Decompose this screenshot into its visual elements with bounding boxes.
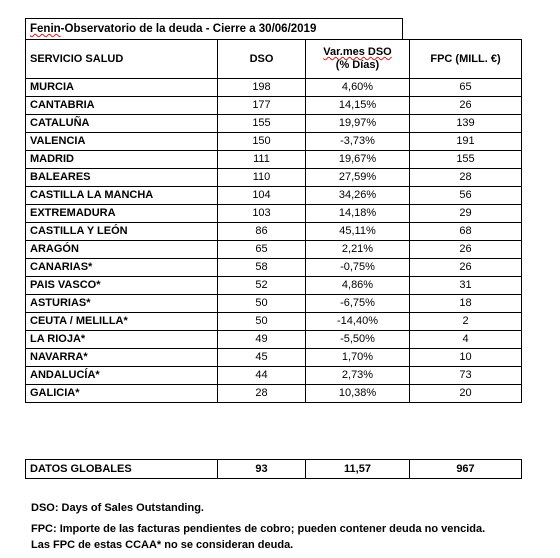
row-dso: 177 bbox=[218, 97, 306, 115]
row-fpc: 26 bbox=[410, 97, 522, 115]
row-fpc: 31 bbox=[410, 277, 522, 295]
row-fpc: 68 bbox=[410, 223, 522, 241]
row-var: -0,75% bbox=[306, 259, 410, 277]
row-var: -6,75% bbox=[306, 295, 410, 313]
row-dso: 150 bbox=[218, 133, 306, 151]
header-fpc: FPC (MILL. €) bbox=[410, 40, 522, 79]
row-dso: 155 bbox=[218, 115, 306, 133]
header-dso: DSO bbox=[218, 40, 306, 79]
totals-row bbox=[26, 460, 522, 479]
row-name: CASTILLA Y LEÓN bbox=[26, 223, 218, 241]
row-dso: 50 bbox=[218, 295, 306, 313]
row-fpc: 4 bbox=[410, 331, 522, 349]
table-row bbox=[26, 331, 522, 349]
row-name: MADRID bbox=[26, 151, 218, 169]
row-var: 34,26% bbox=[306, 187, 410, 205]
row-var: 19,97% bbox=[306, 115, 410, 133]
table-row bbox=[26, 151, 522, 169]
row-name: VALENCIA bbox=[26, 133, 218, 151]
row-dso: 104 bbox=[218, 187, 306, 205]
row-var: 1,70% bbox=[306, 349, 410, 367]
row-name: CANARIAS* bbox=[26, 259, 218, 277]
note-ccaa: Las FPC de estas CCAA* no se consideran deuda. bbox=[31, 539, 294, 551]
row-var: 10,38% bbox=[306, 385, 410, 403]
row-var: 4,86% bbox=[306, 277, 410, 295]
row-fpc: 155 bbox=[410, 151, 522, 169]
row-name: ASTURIAS* bbox=[26, 295, 218, 313]
header-service: SERVICIO SALUD bbox=[26, 40, 218, 79]
table-row bbox=[26, 349, 522, 367]
row-fpc: 20 bbox=[410, 385, 522, 403]
row-var: 14,15% bbox=[306, 97, 410, 115]
header-var-line1: Var.mes DSO bbox=[323, 46, 392, 58]
row-fpc: 65 bbox=[410, 79, 522, 97]
table-row bbox=[26, 277, 522, 295]
title-prefix: Fenin bbox=[30, 23, 61, 35]
table-row bbox=[26, 313, 522, 331]
totals-label: DATOS GLOBALES bbox=[26, 460, 218, 479]
row-fpc: 29 bbox=[410, 205, 522, 223]
table-row bbox=[26, 79, 522, 97]
row-fpc: 10 bbox=[410, 349, 522, 367]
header-row bbox=[26, 40, 522, 79]
row-name: MURCIA bbox=[26, 79, 218, 97]
row-fpc: 73 bbox=[410, 367, 522, 385]
row-var: 45,11% bbox=[306, 223, 410, 241]
table-row bbox=[26, 259, 522, 277]
row-var: -5,50% bbox=[306, 331, 410, 349]
row-fpc: 2 bbox=[410, 313, 522, 331]
row-dso: 198 bbox=[218, 79, 306, 97]
row-dso: 45 bbox=[218, 349, 306, 367]
row-var: 19,67% bbox=[306, 151, 410, 169]
row-dso: 111 bbox=[218, 151, 306, 169]
row-name: LA RIOJA* bbox=[26, 331, 218, 349]
totals-table bbox=[25, 459, 522, 479]
row-name: CANTABRIA bbox=[26, 97, 218, 115]
row-var: 2,73% bbox=[306, 367, 410, 385]
table-body bbox=[26, 79, 522, 403]
table-row bbox=[26, 187, 522, 205]
table-row bbox=[26, 295, 522, 313]
row-name: CASTILLA LA MANCHA bbox=[26, 187, 218, 205]
header-var-line2: (% Días) bbox=[335, 59, 380, 71]
row-fpc: 26 bbox=[410, 259, 522, 277]
row-name: CATALUÑA bbox=[26, 115, 218, 133]
row-name: CEUTA / MELILLA* bbox=[26, 313, 218, 331]
row-var: -3,73% bbox=[306, 133, 410, 151]
totals-fpc: 967 bbox=[410, 460, 522, 479]
row-name: GALICIA* bbox=[26, 385, 218, 403]
header-var bbox=[306, 40, 410, 79]
row-fpc: 191 bbox=[410, 133, 522, 151]
row-var: 4,60% bbox=[306, 79, 410, 97]
table-row bbox=[26, 133, 522, 151]
table-row bbox=[26, 241, 522, 259]
row-dso: 44 bbox=[218, 367, 306, 385]
note-dso: DSO: Days of Sales Outstanding. bbox=[31, 502, 204, 514]
row-var: 2,21% bbox=[306, 241, 410, 259]
row-fpc: 28 bbox=[410, 169, 522, 187]
title-text: -Observatorio de la deuda - Cierre a 30/06/2019 bbox=[60, 23, 317, 35]
totals-dso: 93 bbox=[218, 460, 306, 479]
footnotes bbox=[31, 500, 556, 553]
table-title bbox=[25, 18, 403, 40]
row-dso: 28 bbox=[218, 385, 306, 403]
row-dso: 58 bbox=[218, 259, 306, 277]
table-row bbox=[26, 169, 522, 187]
row-name: ANDALUCÍA* bbox=[26, 367, 218, 385]
row-fpc: 18 bbox=[410, 295, 522, 313]
row-fpc: 139 bbox=[410, 115, 522, 133]
row-dso: 50 bbox=[218, 313, 306, 331]
table-row bbox=[26, 205, 522, 223]
row-name: PAIS VASCO* bbox=[26, 277, 218, 295]
row-var: 14,18% bbox=[306, 205, 410, 223]
row-name: EXTREMADURA bbox=[26, 205, 218, 223]
row-dso: 86 bbox=[218, 223, 306, 241]
table-row bbox=[26, 115, 522, 133]
debt-table bbox=[25, 39, 522, 403]
table-row bbox=[26, 367, 522, 385]
row-var: -14,40% bbox=[306, 313, 410, 331]
row-fpc: 56 bbox=[410, 187, 522, 205]
row-var: 27,59% bbox=[306, 169, 410, 187]
row-name: ARAGÓN bbox=[26, 241, 218, 259]
table-row bbox=[26, 97, 522, 115]
row-dso: 52 bbox=[218, 277, 306, 295]
table-row bbox=[26, 385, 522, 403]
note-fpc: FPC: Importe de las facturas pendientes de cobro; pueden contener deuda no vencida. bbox=[31, 523, 486, 535]
row-dso: 49 bbox=[218, 331, 306, 349]
totals-var: 11,57 bbox=[306, 460, 410, 479]
row-dso: 110 bbox=[218, 169, 306, 187]
row-name: BALEARES bbox=[26, 169, 218, 187]
row-name: NAVARRA* bbox=[26, 349, 218, 367]
table-row bbox=[26, 223, 522, 241]
row-dso: 65 bbox=[218, 241, 306, 259]
row-fpc: 26 bbox=[410, 241, 522, 259]
row-dso: 103 bbox=[218, 205, 306, 223]
